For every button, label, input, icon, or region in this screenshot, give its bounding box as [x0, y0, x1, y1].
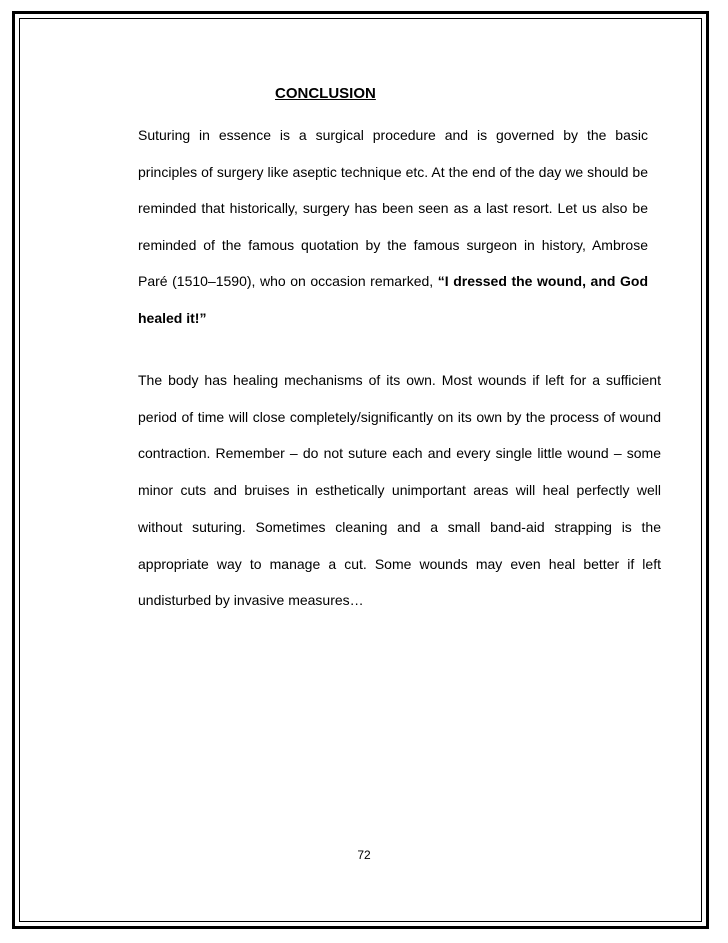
paragraph-2: The body has healing mechanisms of its own. Most wounds if left for a sufficient period of time will close completely/significantly on its own by the process of wound contraction. Remember – do not suture each and every single little wound – some minor cuts and bruises in esthetically unimportant areas will heal perfectly well without suturing. Sometimes cleaning and a small band-aid strapping is the appropriate way to manage a cut. Some wounds may even heal better if left undisturbed by invasive measures…: [138, 372, 661, 609]
section-heading: CONCLUSION: [275, 85, 376, 102]
paragraph-1: [138, 117, 648, 336]
page-number: 72: [357, 848, 371, 862]
pare-quotation: “I dressed the wound, and God healed it!”: [138, 273, 648, 326]
paragraph-1-text: Suturing in essence is a surgical procedure and is governed by the basic principles of surgery like aseptic technique etc. At the end of the day we should be reminded that historically, surgery has been seen as a last resort. Let us also be reminded of the famous quotation by the famous surgeon in history, Ambrose Paré (1510–1590), who on occasion remarked,: [138, 127, 648, 289]
